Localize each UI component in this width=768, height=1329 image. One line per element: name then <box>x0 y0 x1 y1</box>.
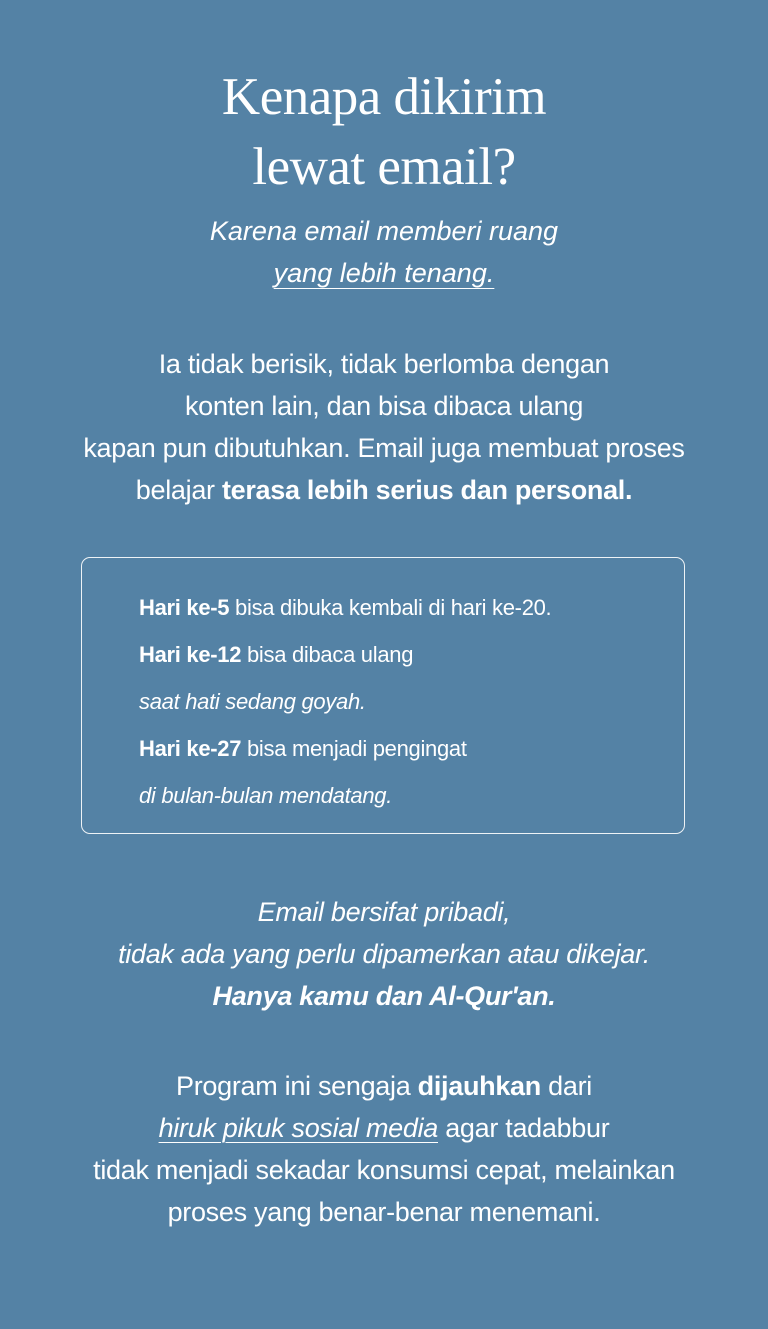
subtitle-line-1: Karena email memberi ruang <box>209 216 559 246</box>
intro-line-3: kapan pun dibutuhkan. Email juga membuat proses <box>83 433 685 463</box>
title-line-1: Kenapa dikirim <box>221 68 547 126</box>
example-day-2: Hari ke-12 <box>139 642 242 667</box>
example-item-2 <box>139 631 551 678</box>
closing-line-2 <box>0 1107 768 1149</box>
page-title <box>0 62 768 202</box>
example-item-3-continued: di bulan-bulan mendatang. <box>139 783 393 808</box>
quote-emphasis: Hanya kamu dan Al-Qur'an. <box>212 981 556 1011</box>
subtitle-line-2 <box>0 252 768 294</box>
closing-paragraph <box>0 1065 768 1233</box>
closing-emphasis: dijauhkan <box>417 1071 541 1101</box>
quote-line-2: tidak ada yang perlu dipamerkan atau dikejar. <box>118 939 650 969</box>
title-line-2: lewat email? <box>252 138 516 196</box>
intro-line-4-prefix: belajar <box>135 475 222 505</box>
examples-list <box>139 584 551 819</box>
intro-line-2: konten lain, dan bisa dibaca ulang <box>184 391 584 421</box>
example-item-1 <box>139 584 551 631</box>
example-text-1: bisa dibuka kembali di hari ke-20. <box>229 595 552 620</box>
example-day-3: Hari ke-27 <box>139 736 242 761</box>
example-day-1: Hari ke-5 <box>139 595 230 620</box>
subtitle-underlined-text: yang lebih tenang. <box>273 258 495 288</box>
intro-line-4 <box>0 469 768 511</box>
example-item-2-continued: saat hati sedang goyah. <box>139 689 366 714</box>
intro-line-1: Ia tidak berisik, tidak berlomba dengan <box>158 349 610 379</box>
closing-line-3: tidak menjadi sekadar konsumsi cepat, melainkan <box>93 1155 675 1185</box>
example-text-3: bisa menjadi pengingat <box>241 736 467 761</box>
intro-emphasis: terasa lebih serius dan personal. <box>221 475 633 505</box>
subtitle <box>0 210 768 294</box>
examples-box <box>81 557 685 834</box>
social-media-link[interactable]: hiruk pikuk sosial media <box>158 1113 438 1143</box>
quote-line-1: Email bersifat pribadi, <box>257 897 511 927</box>
closing-line-2-suffix: agar tadabbur <box>438 1113 610 1143</box>
closing-line-4: proses yang benar-benar menemani. <box>167 1197 601 1227</box>
closing-line-1-prefix: Program ini sengaja <box>176 1071 418 1101</box>
closing-line-1 <box>0 1065 768 1107</box>
example-text-2: bisa dibaca ulang <box>241 642 414 667</box>
closing-line-1-suffix: dari <box>540 1071 592 1101</box>
private-quote <box>0 891 768 1017</box>
quote-line-3 <box>0 975 768 1017</box>
example-item-3 <box>139 725 551 772</box>
intro-paragraph <box>0 343 768 511</box>
